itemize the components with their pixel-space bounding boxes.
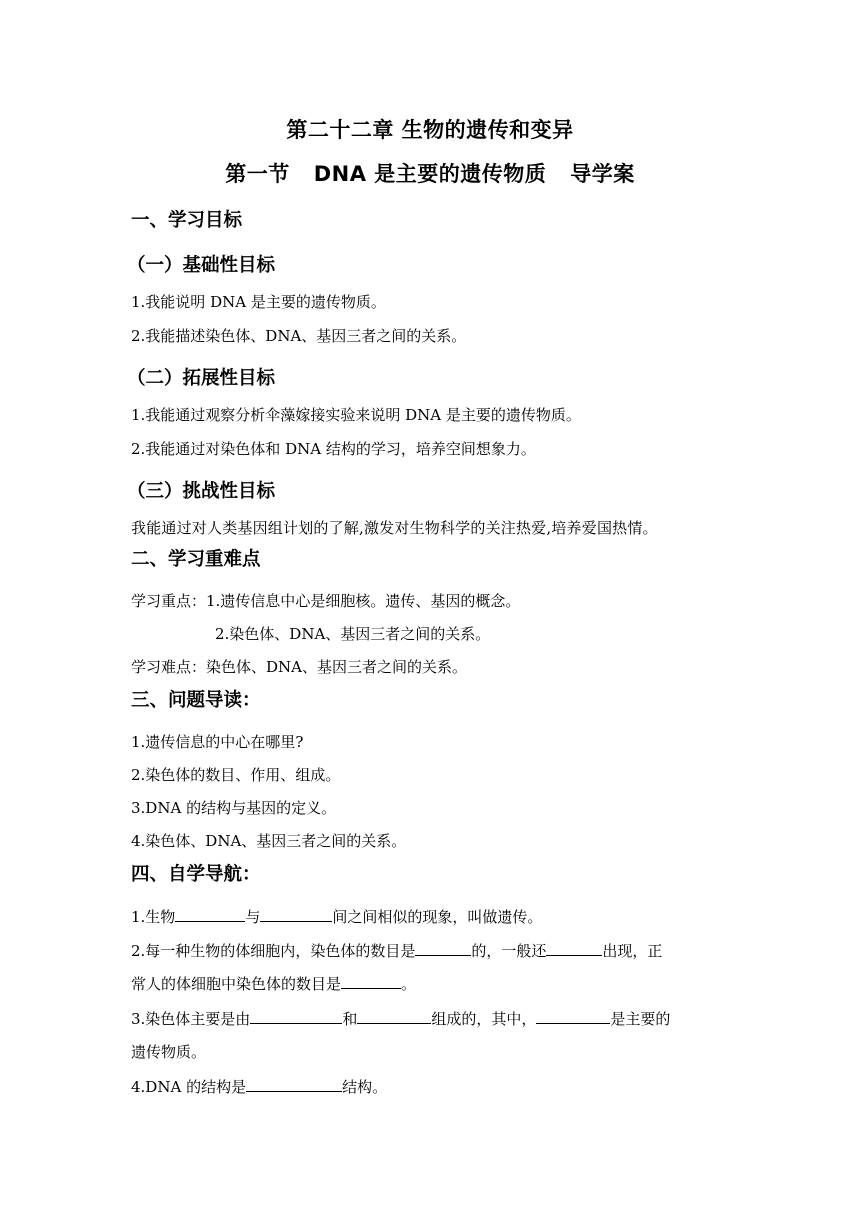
extended-goal-1: 1.我能通过观察分析伞藻嫁接实验来说明 DNA 是主要的遗传物质。	[131, 406, 581, 424]
chapter-title: 第二十二章 生物的遗传和变异	[286, 118, 574, 142]
fill-question-2-line1	[131, 940, 662, 961]
answer-blank-6[interactable]	[250, 1008, 342, 1024]
heading-learning-goals: 一、学习目标	[131, 210, 243, 231]
key-point-1: 学习重点：1.遗传信息中心是细胞核。遗传、基因的概念。	[131, 592, 521, 610]
question-4: 4.染色体、DNA、基因三者之间的关系。	[131, 832, 407, 850]
fill-q2-text-c: 出现，正	[602, 942, 663, 960]
answer-blank-5[interactable]	[341, 973, 401, 989]
fill-q3-text-b: 和	[342, 1010, 358, 1028]
answer-blank-1[interactable]	[175, 906, 245, 922]
basic-goal-2: 2.我能描述染色体、DNA、基因三者之间的关系。	[131, 327, 467, 345]
fill-q4-text-b: 结构。	[342, 1078, 388, 1096]
heading-self-study: 四、自学导航：	[131, 864, 261, 885]
answer-blank-9[interactable]	[246, 1076, 342, 1092]
heading-extended-goals: （二）拓展性目标	[127, 368, 276, 389]
section-title	[0, 158, 860, 188]
fill-q2-text-a: 2.每一种生物的体细胞内，染色体的数目是	[131, 942, 416, 960]
key-point-2: 2.染色体、DNA、基因三者之间的关系。	[215, 625, 491, 643]
fill-q2-text-b: 的，一般还	[471, 942, 547, 960]
fill-q4-text-a: 4.DNA 的结构是	[131, 1078, 247, 1096]
fill-q3-text-a: 3.染色体主要是由	[131, 1010, 251, 1028]
question-1: 1.遗传信息的中心在哪里?	[131, 733, 304, 751]
challenge-goal: 我能通过对人类基因组计划的了解,激发对生物科学的关注热爱,培养爱国热情。	[131, 519, 658, 537]
question-2: 2.染色体的数目、作用、组成。	[131, 766, 341, 784]
fill-q1-text-a: 1.生物	[131, 908, 176, 926]
heading-question-guide: 三、问题导读：	[131, 690, 261, 711]
fill-question-1	[131, 906, 542, 927]
section-title-part1: 第一节	[225, 162, 290, 186]
answer-blank-7[interactable]	[357, 1008, 431, 1024]
heading-key-points: 二、学习重难点	[131, 549, 261, 570]
heading-basic-goals: （一）基础性目标	[127, 255, 276, 276]
fill-question-2-line2	[131, 973, 416, 994]
section-title-part3: 导学案	[570, 162, 635, 186]
answer-blank-3[interactable]	[415, 940, 471, 956]
basic-goal-1: 1.我能说明 DNA 是主要的遗传物质。	[131, 293, 386, 311]
question-3: 3.DNA 的结构与基因的定义。	[131, 799, 337, 817]
heading-challenge-goals: （三）挑战性目标	[127, 481, 276, 502]
fill-q3-text-d: 是主要的	[610, 1010, 671, 1028]
fill-question-3-line1	[131, 1008, 670, 1029]
answer-blank-4[interactable]	[546, 940, 602, 956]
section-title-part2: DNA 是主要的遗传物质	[313, 162, 547, 186]
fill-q2-text-d: 常人的体细胞中染色体的数目是	[131, 975, 342, 993]
answer-blank-2[interactable]	[260, 906, 332, 922]
fill-question-4	[131, 1076, 387, 1097]
fill-q1-text-b: 与	[245, 908, 261, 926]
difficult-point: 学习难点：染色体、DNA、基因三者之间的关系。	[131, 658, 467, 676]
fill-q3-text-c: 组成的，其中，	[431, 1010, 537, 1028]
answer-blank-8[interactable]	[536, 1008, 610, 1024]
extended-goal-2: 2.我能通过对染色体和 DNA 结构的学习，培养空间想象力。	[131, 440, 536, 458]
fill-q2-text-e: 。	[401, 975, 417, 993]
fill-question-3-line2: 遗传物质。	[131, 1043, 207, 1061]
fill-q1-text-c: 间之间相似的现象，叫做遗传。	[332, 908, 543, 926]
